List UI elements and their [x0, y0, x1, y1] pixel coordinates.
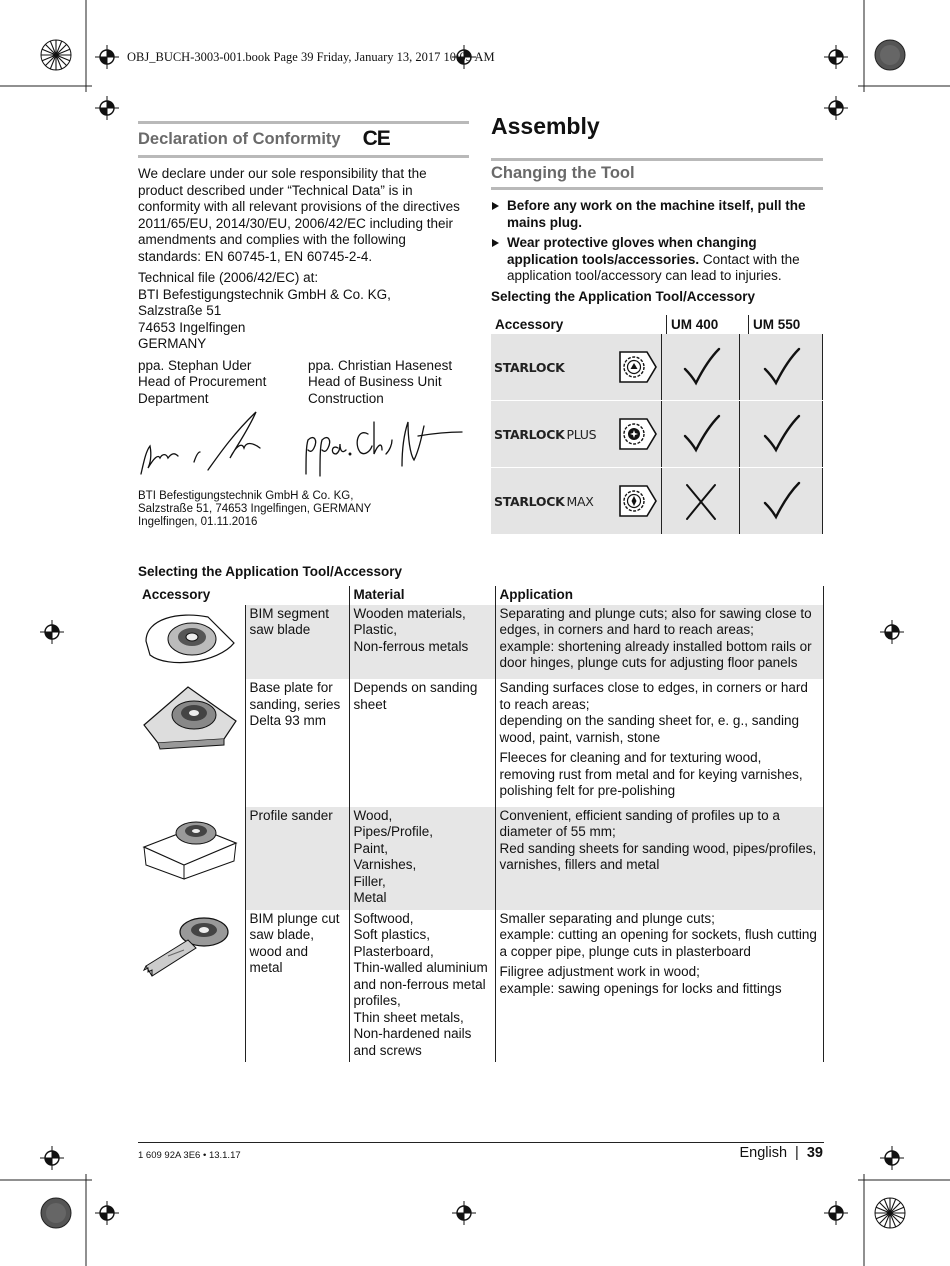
declaration-section — [138, 121, 469, 407]
compat-um400-cell — [662, 334, 740, 400]
compat-header-um400: UM 400 — [666, 315, 748, 334]
signature-2-image — [298, 414, 468, 484]
declaration-paragraph: We declare under our sole responsibility that the product described under “Technical Data” is in conformity with all relevant provisions of the directives 2011/65/EU, 2014/30/EU, 2006/42/EC including their amendments and complies with the following standards: EN 60745-1, EN 60745-2-4. — [138, 166, 460, 264]
starburst-mark-icon — [873, 1196, 907, 1230]
compat-header-accessory: Accessory — [495, 317, 564, 332]
registration-crosshair-icon — [95, 1201, 119, 1225]
tools-table-row — [138, 605, 824, 680]
segment-saw-blade-icon — [138, 605, 245, 680]
technical-file-block: Technical file (2006/42/EC) at: BTI Befestigungstechnik GmbH & Co. KG, Salzstraße 51 74653 Ingelfingen GERMANY — [138, 270, 391, 351]
warning-bullet-2: Wear protective gloves when changing application tools/accessories. Contact with the application tool/accessory can lead to injuries. — [491, 235, 823, 285]
declaration-heading-text: Declaration of Conformity — [138, 129, 341, 148]
material-cell: Softwood, Soft plastics, Plasterboard, Thin-walled aluminium and non-ferrous metal profiles, Thin sheet metals, Non-hardened nails and screws — [349, 910, 495, 1063]
compat-um400-cell — [662, 468, 740, 534]
starlock-logo: STARLOCK PLUS — [494, 426, 597, 442]
assembly-title: Assembly — [491, 113, 600, 139]
select-accessory-heading-right: Selecting the Application Tool/Accessory — [491, 288, 756, 304]
compat-row — [491, 400, 823, 467]
company-address-block: BTI Befestigungstechnik GmbH & Co. KG, Salzstraße 51, 74653 Ingelfingen, GERMANY Ingelfingen, 01.11.2016 — [138, 490, 372, 528]
accessory-name-cell: Profile sander — [245, 807, 349, 910]
application-cell: Separating and plunge cuts; also for sawing close to edges, in corners and hard to reach areas; example: shortening already installed bottom rails or door hinges, plunge cuts for adjusting floor panels — [495, 605, 824, 680]
registration-crosshair-icon — [824, 96, 848, 120]
registration-crosshair-icon — [824, 1201, 848, 1225]
tools-table — [138, 586, 824, 1062]
registration-crosshair-icon — [452, 1201, 476, 1225]
plunge-cut-blade-icon — [138, 910, 245, 989]
footer-page-label — [739, 1145, 823, 1161]
signers-block — [138, 358, 469, 408]
footer-page-number: 39 — [806, 1145, 823, 1161]
changing-tool-heading: Changing the Tool — [491, 158, 823, 190]
check-icon — [759, 479, 803, 523]
book-header-line: OBJ_BUCH-3003-001.book Page 39 Friday, January 13, 2017 10:03 AM — [127, 50, 495, 64]
compat-um400-cell — [662, 401, 740, 467]
tools-table-row — [138, 807, 824, 910]
footer-code: 1 609 92A 3E6 • 13.1.17 — [138, 1150, 241, 1161]
gray-dot-mark-icon — [39, 1196, 73, 1230]
accessory-name-cell: BIM segment saw blade — [245, 605, 349, 680]
compatibility-table — [491, 315, 823, 534]
signer-2: ppa. Christian Hasenest Head of Business Unit Construction — [308, 357, 453, 406]
starlock-max-icon — [617, 482, 659, 520]
application-cell: Smaller separating and plunge cuts; example: cutting an opening for sockets, flush cutting a copper pipe, plunge cuts in plasterboard Filigree adjustment work in wood; example: sawing openings for locks and fittings — [495, 910, 824, 1063]
tools-header-accessory: Accessory — [142, 587, 211, 602]
tools-header-row — [138, 586, 824, 605]
application-cell: Sanding surfaces close to edges, in corners or hard to reach areas; depending on the sanding sheet for, e. g., sanding wood, paint, varnish, stone Fleeces for cleaning and for texturing wood, removing rust from metal and for keying varnishes, polishing felt for pre-polishing — [495, 679, 824, 807]
application-cell: Convenient, efficient sanding of profiles up to a diameter of 55 mm; Red sanding sheets for sanding wood, pipes/profiles, varnishes, fillers and metal — [495, 807, 824, 910]
compat-header-um550: UM 550 — [748, 315, 823, 334]
check-icon — [759, 345, 803, 389]
cross-icon — [679, 479, 723, 523]
check-icon — [679, 412, 723, 456]
starburst-mark-icon — [39, 38, 73, 72]
compat-um550-cell — [740, 334, 823, 400]
starlock-icon — [617, 348, 659, 386]
tools-table-row — [138, 910, 824, 1063]
assembly-section — [491, 113, 823, 305]
signature-1-image — [138, 406, 268, 481]
registration-crosshair-icon — [40, 1146, 64, 1170]
tools-header-material: Material — [349, 586, 495, 605]
material-cell: Wooden materials, Plastic, Non-ferrous metals — [349, 605, 495, 680]
registration-crosshair-icon — [95, 96, 119, 120]
footer-separator: | — [795, 1145, 799, 1161]
footer-language: English — [739, 1145, 788, 1161]
accessory-name-cell: Base plate for sanding, series Delta 93 mm — [245, 679, 349, 807]
footer-rule — [138, 1142, 824, 1143]
registration-crosshair-icon — [880, 1146, 904, 1170]
signer-1: ppa. Stephan Uder Head of Procurement Department — [138, 357, 267, 406]
registration-crosshair-icon — [40, 620, 64, 644]
warning-bullet-1: Before any work on the machine itself, pull the mains plug. — [491, 198, 823, 231]
gray-dot-mark-icon — [873, 38, 907, 72]
material-cell: Wood, Pipes/Profile, Paint, Varnishes, Filler, Metal — [349, 807, 495, 910]
starlock-logo: STARLOCK — [494, 359, 565, 375]
tools-table-row — [138, 679, 824, 807]
compat-row — [491, 334, 823, 400]
select-accessory-heading: Selecting the Application Tool/Accessory — [138, 564, 403, 579]
check-icon — [679, 345, 723, 389]
starlock-plus-icon — [617, 415, 659, 453]
registration-crosshair-icon — [880, 620, 904, 644]
compat-row — [491, 467, 823, 534]
compat-um550-cell — [740, 401, 823, 467]
starlock-logo: STARLOCK MAX — [494, 493, 594, 509]
compat-um550-cell — [740, 468, 823, 534]
delta-base-plate-icon — [138, 679, 245, 758]
material-cell: Depends on sanding sheet — [349, 679, 495, 807]
accessory-name-cell: BIM plunge cut saw blade, wood and metal — [245, 910, 349, 1063]
ce-mark-icon: CE — [362, 127, 390, 150]
registration-crosshair-icon — [824, 45, 848, 69]
compat-header-row — [491, 315, 823, 334]
registration-crosshair-icon — [95, 45, 119, 69]
declaration-heading — [138, 121, 469, 158]
tools-header-application: Application — [495, 586, 824, 605]
profile-sander-icon — [138, 807, 245, 886]
check-icon — [759, 412, 803, 456]
